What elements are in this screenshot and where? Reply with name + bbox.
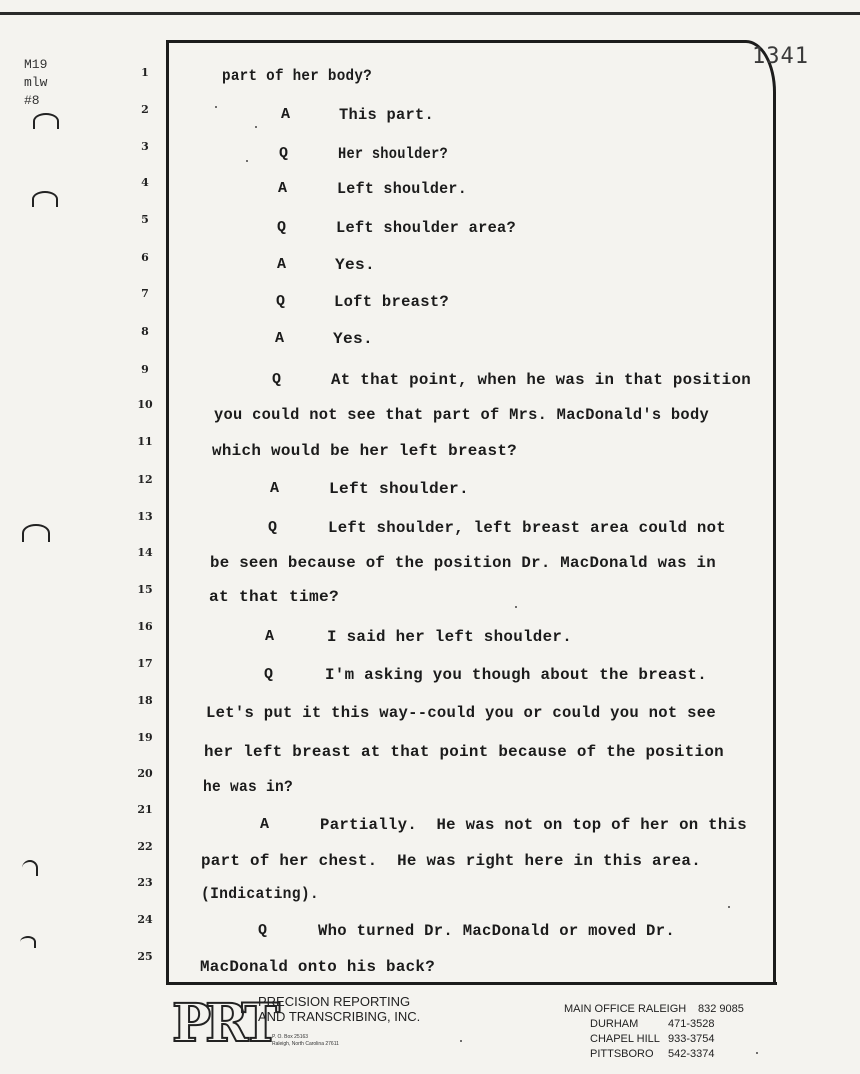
punch-hole-mark — [32, 191, 58, 207]
line-number: 19 — [137, 731, 153, 744]
line-number: 5 — [141, 213, 149, 226]
line-number: 20 — [137, 767, 153, 780]
margin-code-tape: #8 — [24, 93, 40, 108]
office-main-phone: 832 9085 — [698, 1003, 744, 1015]
transcript-line: be seen because of the position Dr. MacDonald was in — [210, 554, 716, 572]
page-number: 1341 — [752, 44, 809, 69]
transcript-line: At that point, when he was in that position — [331, 371, 751, 389]
line-number: 16 — [137, 620, 153, 633]
margin-code-session: M19 — [24, 57, 48, 72]
transcript-line: Left shoulder. — [337, 180, 467, 198]
line-number: 4 — [141, 176, 149, 189]
company-address — [272, 1034, 339, 1048]
line-number: 22 — [137, 840, 153, 853]
frame-top-border — [166, 40, 746, 43]
question-label: Q — [268, 519, 278, 536]
line-number: 12 — [137, 473, 153, 486]
line-number: 18 — [137, 694, 153, 707]
punch-hole-mark — [33, 113, 59, 129]
line-number: 21 — [137, 803, 153, 816]
line-number: 23 — [137, 876, 153, 889]
line-number: 1 — [141, 66, 149, 79]
line-number: 2 — [141, 103, 149, 116]
transcript-line: Yes. — [333, 330, 373, 348]
question-label: Q — [279, 145, 289, 162]
transcript-line: (Indicating). — [201, 885, 319, 903]
office-durham-phone: 471-3528 — [668, 1018, 715, 1030]
office-durham-name: DURHAM — [590, 1018, 639, 1030]
line-number: 6 — [141, 251, 149, 264]
question-label: Q — [272, 371, 282, 388]
speck — [756, 1052, 758, 1054]
transcript-line: Yes. — [335, 256, 375, 274]
question-label: Q — [276, 293, 286, 310]
transcript-line: part of her chest. He was right here in this area. — [201, 852, 701, 870]
punch-hole-mark — [22, 524, 50, 542]
address-line-1: P. O. Box 25163 — [272, 1034, 309, 1040]
line-number: 7 — [141, 287, 149, 300]
answer-label: A — [277, 256, 287, 273]
margin-code-reporter: mlw — [24, 75, 48, 90]
office-pittsboro-name: PITTSBORO — [590, 1048, 654, 1060]
transcript-line: Left shoulder area? — [336, 219, 516, 237]
office-chapel-hill-name: CHAPEL HILL — [590, 1033, 660, 1045]
transcript-line: Partially. He was not on top of her on this — [320, 816, 747, 834]
office-pittsboro-phone: 542-3374 — [668, 1048, 715, 1060]
transcript-line: her left breast at that point because of the position — [204, 743, 724, 761]
speck — [255, 126, 257, 128]
company-name-line-1: PRECISION REPORTING — [258, 994, 411, 1009]
line-number: 10 — [137, 398, 153, 411]
line-number: 17 — [137, 657, 153, 670]
answer-label: A — [281, 106, 291, 123]
line-number: 13 — [137, 510, 153, 523]
transcript-line: This part. — [339, 106, 434, 124]
transcript-line: Left shoulder. — [329, 480, 469, 498]
transcript-line: Let's put it this way--could you or could you not see — [206, 704, 716, 722]
speck — [728, 906, 730, 908]
transcript-line: he was in? — [203, 778, 293, 796]
line-number: 8 — [141, 325, 149, 338]
company-name — [258, 994, 420, 1024]
line-number: 3 — [141, 140, 149, 153]
transcript-line: I said her left shoulder. — [327, 628, 572, 646]
transcript-line: Loft breast? — [334, 293, 449, 311]
answer-label: A — [278, 180, 288, 197]
transcript-line: MacDonald onto his back? — [200, 958, 435, 976]
transcript-line: you could not see that part of Mrs. MacDonald's body — [214, 406, 709, 424]
question-label: Q — [264, 666, 274, 683]
line-number: 9 — [141, 363, 149, 376]
punch-hole-mark — [22, 860, 38, 876]
speck — [515, 606, 517, 608]
transcript-line: at that time? — [209, 588, 339, 606]
transcript-line: Who turned Dr. MacDonald or moved Dr. — [318, 922, 675, 940]
speck — [246, 160, 248, 162]
line-number: 11 — [137, 435, 153, 448]
address-line-2: Raleigh, North Carolina 27611 — [272, 1041, 339, 1047]
punch-hole-mark — [20, 936, 36, 948]
line-number: 14 — [137, 546, 153, 559]
frame-right-border — [773, 92, 776, 985]
line-number: 24 — [137, 913, 153, 926]
question-label: Q — [258, 922, 268, 939]
company-name-line-2: AND TRANSCRIBING, INC. — [258, 1009, 421, 1024]
transcript-line: part of her body? — [222, 67, 372, 85]
line-number: 15 — [137, 583, 153, 596]
office-main-name: MAIN OFFICE RALEIGH — [564, 1003, 687, 1015]
answer-label: A — [260, 816, 270, 833]
answer-label: A — [275, 330, 285, 347]
answer-label: A — [270, 480, 280, 497]
office-chapel-hill-phone: 933-3754 — [668, 1033, 715, 1045]
transcript-line: Left shoulder, left breast area could not — [328, 519, 726, 537]
answer-label: A — [265, 628, 275, 645]
transcript-frame — [166, 40, 777, 985]
transcript-line: I'm asking you though about the breast. — [325, 666, 707, 684]
question-label: Q — [277, 219, 287, 236]
transcript-line: which would be her left breast? — [212, 442, 517, 460]
speck — [215, 106, 217, 108]
line-number: 25 — [137, 950, 153, 963]
speck — [460, 1040, 462, 1042]
company-logo: PRT — [172, 993, 275, 1054]
transcript-line: Her shoulder? — [338, 145, 448, 163]
top-rule — [0, 12, 860, 15]
